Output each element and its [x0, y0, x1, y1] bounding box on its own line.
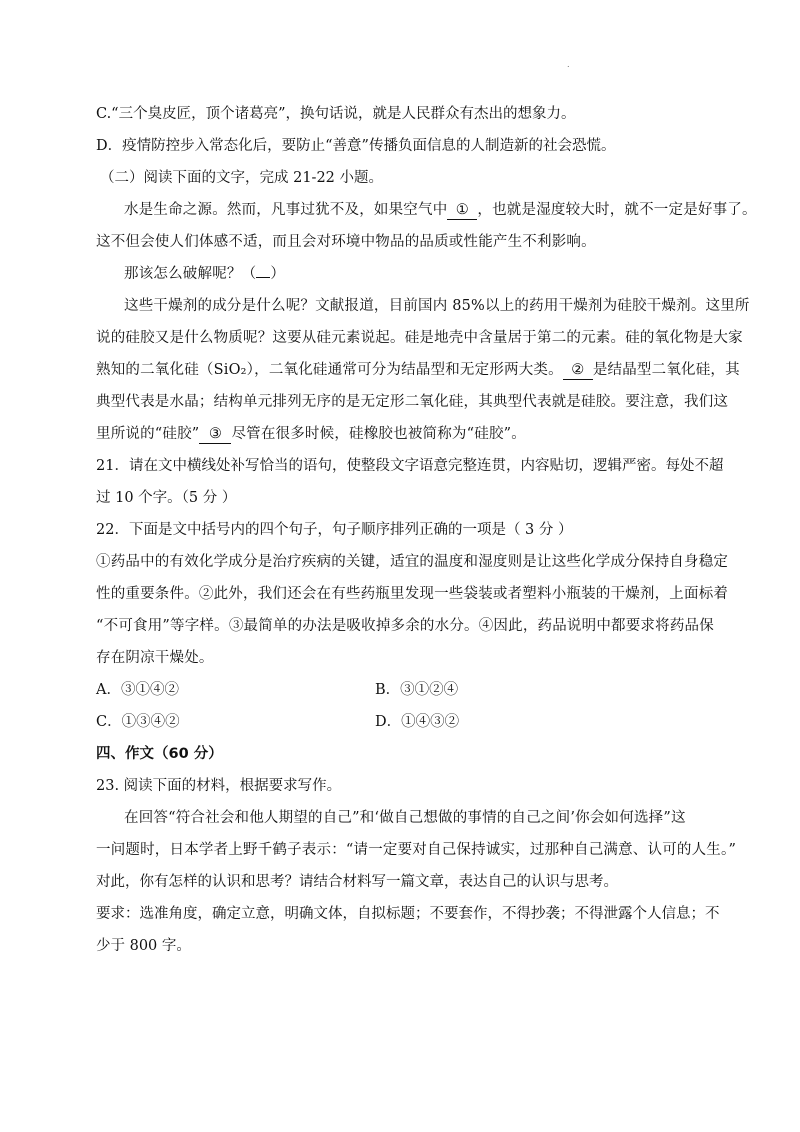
passage-line: 典型代表是水晶；结构单元排列无序的是无定形二氧化硅，其典型代表就是硅胶。要注意，我们这 [96, 394, 729, 410]
sentence-line: ①药品中的有效化学成分是治疗疾病的关键，适宜的温度和湿度则是让这些化学成分保持自身稳定 [96, 554, 729, 570]
text-span: 那该怎么破解呢？（ [124, 266, 257, 282]
requirement-line: 少于 800 字。 [96, 938, 191, 954]
option-b: B．③①②④ [375, 682, 459, 698]
material-line: 在回答“符合社会和他人期望的自己”和‘做自己想做的事情的自己之间’你会如何选择”这 [124, 810, 686, 826]
option-c-line: C.“三个臭皮匠，顶个诸葛亮”，换句话说，就是人民群众有杰出的想象力。 [96, 106, 576, 122]
option-d-line: D．疫情防控步入常态化后，要防止“善意”传播负面信息的人制造新的社会恐慌。 [96, 138, 616, 154]
option-a: A．③①④② [96, 682, 179, 698]
section-2-heading: （二）阅读下面的文字，完成 21-22 小题。 [100, 170, 384, 186]
question-21-line: 21．请在文中横线处补写恰当的语句，使整段文字语意完整连贯，内容贴切，逻辑严密。每处不超 [96, 458, 724, 474]
text-span: 熟知的二氧化硅（SiO₂），二氧化硅通常可分为结晶型和无定形两大类。 [96, 362, 563, 378]
blank-3: ③ [199, 425, 231, 444]
passage-line [124, 264, 285, 284]
sentence-line: “不可食用”等字样。③最简单的办法是吸收掉多余的水分。④因此，药品说明中都要求将药品保 [96, 618, 714, 634]
scan-dot: . [567, 60, 570, 69]
text-span: 是结晶型二氧化硅，其 [592, 362, 740, 378]
material-line: 对此，你有怎样的认识和思考？请结合材料写一篇文章，表达自己的认识与思考。 [96, 874, 618, 890]
text-span: 里所说的“硅胶” [96, 426, 200, 442]
passage-line [124, 200, 757, 220]
passage-line [96, 424, 526, 444]
text-span: ） [270, 266, 286, 282]
passage-line: 这不但会使人们体感不适，而且会对环境中物品的品质或性能产生不利影响。 [96, 234, 596, 250]
option-c: C．①③④② [96, 714, 180, 730]
option-d: D．①④③② [375, 714, 460, 730]
material-line: 一问题时，日本学者上野千鹤子表示：“请一定要对自己保持诚实，过那种自己满意、认可的人生。” [96, 842, 737, 858]
passage-line [96, 360, 740, 380]
text-span: 水是生命之源。然而，凡事过犹不及，如果空气中 [124, 202, 448, 218]
question-21-line: 过 10 个字。（5 分 ） [96, 490, 237, 506]
text-span: ，也就是湿度较大时，就不一定是好事了。 [477, 202, 757, 218]
passage-line: 这些干燥剂的成分是什么呢？文献报道，目前国内 85%以上的药用干燥剂为硅胶干燥剂。这里所 [124, 298, 750, 314]
text-span: 尽管在很多时候，硅橡胶也被简称为“硅胶”。 [231, 426, 526, 442]
section-4-heading: 四、作文（60 分） [96, 746, 223, 762]
blank-1: ① [447, 201, 477, 220]
blank-2: ② [563, 361, 593, 380]
sentence-line: 存在阴凉干燥处。 [96, 650, 214, 666]
requirement-line: 要求：选准角度，确定立意，明确文体，自拟标题；不要套作，不得抄袭；不得泄露个人信息；不 [96, 906, 720, 922]
blank-bracket [256, 277, 270, 278]
question-23-line: 23. 阅读下面的材料，根据要求写作。 [96, 778, 342, 794]
question-22-line: 22．下面是文中括号内的四个句子，句子顺序排列正确的一项是（ 3 分 ） [96, 522, 573, 538]
passage-line: 说的硅胶又是什么物质呢？这要从硅元素说起。硅是地壳中含量居于第二的元素。硅的氧化物是大家 [96, 330, 743, 346]
sentence-line: 性的重要条件。②此外，我们还会在有些药瓶里发现一些袋装或者塑料小瓶装的干燥剂，上面标着 [96, 586, 729, 602]
